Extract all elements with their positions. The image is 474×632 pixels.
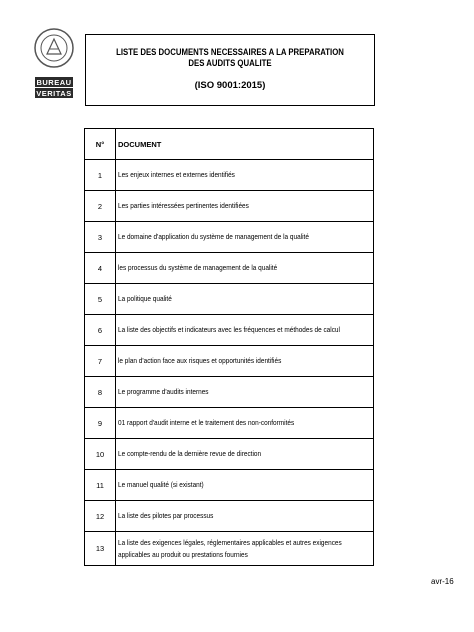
document-subtitle: (ISO 9001:2015) <box>194 80 266 91</box>
row-document-text: les processus du système de management de la qualité <box>118 263 278 272</box>
row-document-text: Le compte-rendu de la dernière revue de direction <box>118 449 262 458</box>
row-num: 13 <box>85 532 116 566</box>
row-document <box>116 191 374 222</box>
document-title: LISTE DES DOCUMENTS NECESSAIRES A LA PREPARATION DES AUDITS QUALITE <box>116 47 344 69</box>
row-num: 6 <box>85 315 116 346</box>
footer-date: avr-16 <box>431 577 454 586</box>
row-document-text: 01 rapport d'audit interne et le traitement des non-conformités <box>118 418 295 427</box>
table-row <box>85 222 374 253</box>
header-document: DOCUMENT <box>116 129 374 160</box>
table-row <box>85 532 374 566</box>
row-document-text: Le manuel qualité (si existant) <box>118 480 204 489</box>
row-num: 7 <box>85 346 116 377</box>
row-document-text: La liste des exigences légales, réglementaires applicables et autres exigences applicables au produit ou prestations fournies <box>118 537 342 559</box>
row-num: 4 <box>85 253 116 284</box>
table-row <box>85 439 374 470</box>
row-document-text: La liste des pilotes par processus <box>118 511 214 520</box>
row-document <box>116 160 374 191</box>
row-document-text: Les parties intéressées pertinentes identifiées <box>118 201 249 210</box>
row-document <box>116 439 374 470</box>
row-num: 12 <box>85 501 116 532</box>
row-document <box>116 284 374 315</box>
table-row <box>85 470 374 501</box>
row-document <box>116 315 374 346</box>
table-row <box>85 346 374 377</box>
table-row <box>85 377 374 408</box>
row-document <box>116 501 374 532</box>
row-document-text: Le domaine d'application du système de management de la qualité <box>118 232 309 241</box>
row-document <box>116 377 374 408</box>
row-document <box>116 346 374 377</box>
title-box <box>85 34 375 106</box>
logo-brand-line1: BUREAU <box>36 78 72 87</box>
table-row <box>85 408 374 439</box>
row-document-text: La liste des objectifs et indicateurs avec les fréquences et méthodes de calcul <box>118 325 340 334</box>
row-num: 8 <box>85 377 116 408</box>
row-num: 10 <box>85 439 116 470</box>
row-num: 9 <box>85 408 116 439</box>
table-row <box>85 315 374 346</box>
row-num: 11 <box>85 470 116 501</box>
header-num: N° <box>85 129 116 160</box>
logo-brand-line2: VERITAS <box>36 89 72 98</box>
row-document-text: La politique qualité <box>118 294 172 303</box>
table-row <box>85 253 374 284</box>
bureau-veritas-logo <box>33 27 75 101</box>
documents-table <box>84 128 374 566</box>
row-num: 2 <box>85 191 116 222</box>
table-row <box>85 160 374 191</box>
row-document <box>116 222 374 253</box>
row-document-text: le plan d'action face aux risques et opportunités identifiés <box>118 356 282 365</box>
table-header-row <box>85 129 374 160</box>
row-document <box>116 408 374 439</box>
row-num: 1 <box>85 160 116 191</box>
row-document-text: Le programme d'audits internes <box>118 387 209 396</box>
row-num: 3 <box>85 222 116 253</box>
row-document <box>116 532 374 566</box>
table-row <box>85 501 374 532</box>
row-document-text: Les enjeux internes et externes identifiés <box>118 170 235 179</box>
table-row <box>85 191 374 222</box>
table-row <box>85 284 374 315</box>
row-num: 5 <box>85 284 116 315</box>
row-document <box>116 470 374 501</box>
row-document <box>116 253 374 284</box>
